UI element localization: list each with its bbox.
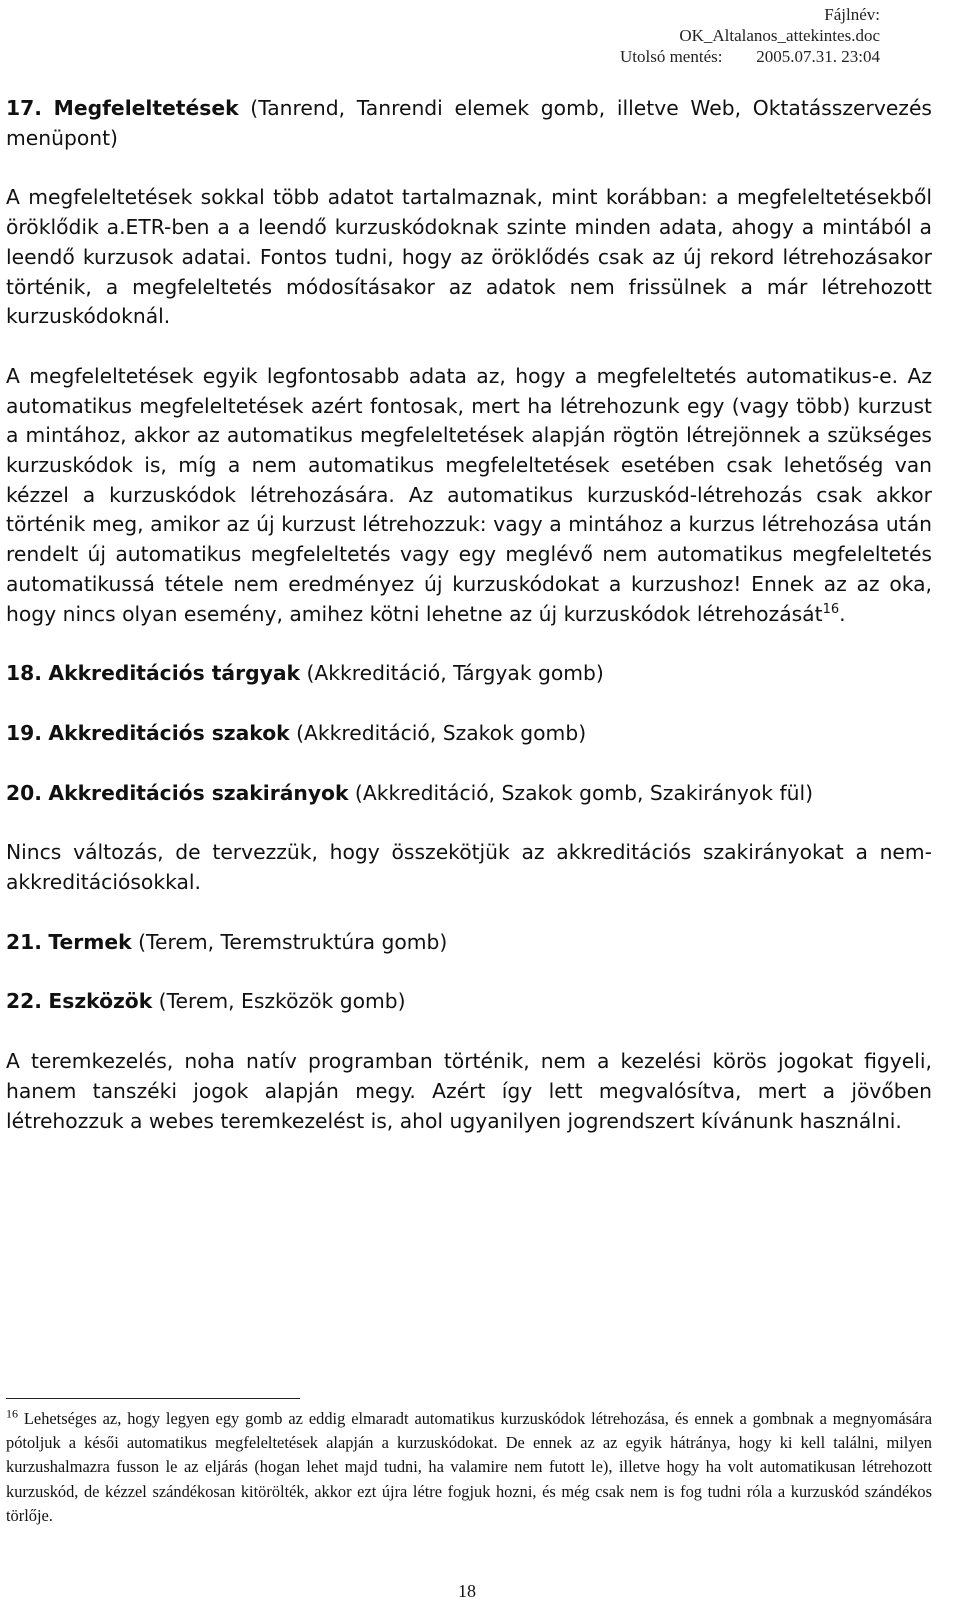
- section-context: (Terem, Eszközök gomb): [152, 989, 406, 1014]
- paragraph: A megfeleltetések sokkal több adatot tartalmaznak, mint korábban: a megfeleltetésekből öröklődik a.ETR-ben a a leendő kurzuskódoknak szinte minden adata, ahogy a mintából a leendő kurzusok adatai. Fontos tudni, hogy az öröklődés csak az új rekord létrehozásakor történik, a megfeleltetés módosításakor az adatok nem frissülnek a már létrehozott kurzuskódoknál.: [6, 185, 932, 329]
- filename-label: Fájlnév:: [824, 5, 880, 24]
- section-context: (Akkreditáció, Szakok gomb): [289, 720, 587, 745]
- section-title: Akkreditációs szakok: [48, 720, 290, 745]
- section-number: 19.: [6, 720, 42, 745]
- paragraph: Nincs változás, de tervezzük, hogy összekötjük az akkreditációs szakirányokat a nem-akkreditációsokkal.: [6, 840, 932, 895]
- paragraph: A teremkezelés, noha natív programban történik, nem a kezelési körös jogokat figyeli, hanem tanszéki jogok alapján megy. Azért így lett megvalósítva, mert a jövőben létrehozzuk a webes teremkezelést is, ahol ugyanilyen jogrendszert kívánunk használni.: [6, 1049, 932, 1133]
- section-heading-19: [6, 719, 932, 749]
- section-number: 22.: [6, 989, 42, 1014]
- saved-value: 2005.07.31. 23:04: [756, 47, 880, 66]
- footnote: [6, 1407, 932, 1528]
- section-heading-18: [6, 659, 932, 689]
- section-number: 21.: [6, 929, 42, 954]
- section-number: 18.: [6, 661, 42, 686]
- section-title: Akkreditációs szakirányok: [48, 780, 349, 805]
- section-title: Eszközök: [48, 989, 153, 1014]
- saved-label: Utolsó mentés:: [620, 47, 723, 66]
- section-title: Megfeleltetések: [53, 96, 239, 120]
- section-heading-17: [6, 94, 932, 153]
- section-context: (Akkreditáció, Szakok gomb, Szakirányok fül): [348, 780, 814, 805]
- section-context: (Terem, Teremstruktúra gomb): [131, 929, 448, 954]
- paragraph-text: A megfeleltetések egyik legfontosabb adata az, hogy a megfeleltetés automatikus-e. Az automatikus megfeleltetések azért fontosak, mert ha létrehozunk egy (vagy több) kurzust a mintához, akkor az automatikus megfeleltetések alapján rögtön létrejönnek a szükséges kurzuskódok is, míg a nem automatikus megfeleltetések esetében csak lehetőség van kézzel a kurzuskódok létrehozására. Az automatikus kurzuskód-létrehozás csak akkor történik meg, amikor az új kurzust létrehozzuk: vagy a mintához a kurzus létrehozása után rendelt új automatikus megfeleltetés vagy egy meglévő nem automatikus megfeleltetés automatikussá tétele nem eredményez új kurzuskódokat a kurzushoz! Ennek az az oka, hogy nincs olyan esemény, amihez kötni lehetne az új kurzuskódok létrehozását: [6, 363, 932, 626]
- page-number: 18: [458, 1581, 476, 1601]
- paragraph-end: .: [839, 601, 846, 626]
- paragraph: [6, 362, 932, 629]
- filename: OK_Altalanos_attekintes.doc: [679, 26, 880, 45]
- section-context: (Tanrend, Tanrendi elemek gomb, illetve Web, Oktatásszervezés menüpont): [6, 96, 932, 150]
- section-title: Akkreditációs tárgyak: [48, 661, 301, 686]
- section-heading-21: [6, 928, 932, 958]
- footnote-ref: 16: [822, 601, 840, 617]
- section-number: 17.: [6, 96, 42, 120]
- section-number: 20.: [6, 780, 42, 805]
- section-title: Termek: [48, 929, 132, 954]
- section-heading-20: [6, 779, 932, 809]
- footnote-separator: [6, 1398, 300, 1399]
- footnote-text: Lehetséges az, hogy legyen egy gomb az eddig elmaradt automatikus kurzuskódok létrehozása, és ennek a gombnak a megnyomására pótoljuk a késői automatikus megfeleltetések alapján a kurzuskódokat. De ennek az az egyik hátránya, hogy ki kell találni, milyen kurzushalmazra fusson le az eljárás (hogan lehet majd tudni, ha valamire nem futott le), illetve hogy ha volt automatikusan létrehozott kurzuskód, de kézzel szándékosan kitörölték, akkor ezt újra létre fogjuk hozni, és még csak nem is fog tudni róla a kurzuskód szándékos törlője.: [6, 1409, 932, 1525]
- section-context: (Akkreditáció, Tárgyak gomb): [300, 661, 604, 686]
- document-body: [6, 94, 932, 1136]
- footnote-number: 16: [6, 1406, 18, 1421]
- document-header: [440, 4, 880, 67]
- section-heading-22: [6, 987, 932, 1017]
